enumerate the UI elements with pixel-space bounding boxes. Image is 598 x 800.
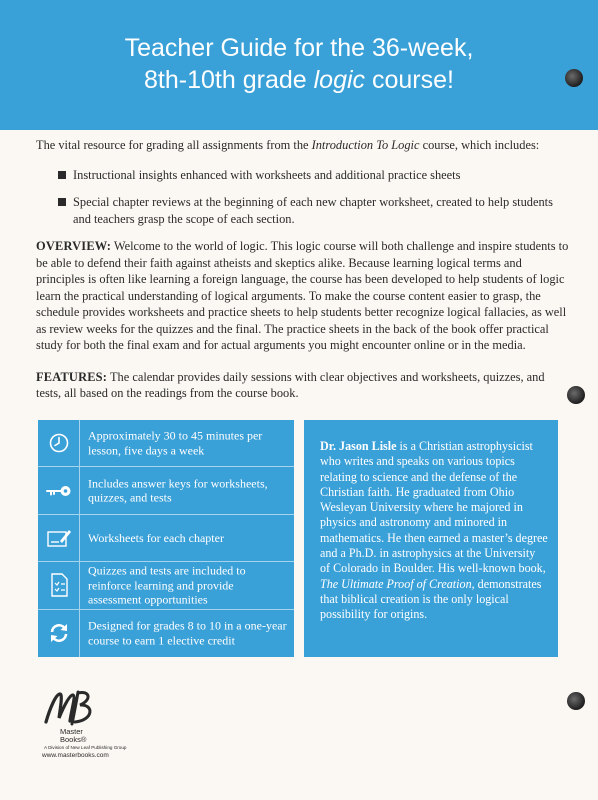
- feature-text: Quizzes and tests are included to reinforce learning and provide assessment opportunities: [88, 563, 246, 607]
- description-body: [36, 137, 572, 402]
- banner-title-line2: [0, 66, 598, 95]
- intro-text-start: The vital resource for grading all assignments from the: [36, 138, 312, 152]
- features-label: FEATURES:: [36, 369, 108, 384]
- features-paragraph: [36, 369, 572, 402]
- logo-wordmark-line2: Books®: [60, 735, 87, 744]
- author-bio-box: [304, 420, 558, 657]
- intro-course-title: Introduction To Logic: [311, 138, 420, 152]
- overview-paragraph: [36, 238, 572, 354]
- clock-icon: [38, 420, 80, 466]
- author-bio-text: is a Christian astrophysicist who writes and speaks on various topics relating to science and the defense of the Christian faith. He graduated from Ohio Wesleyan University where he majored in physics and astronomy and minored in mathematics. He then earned a master’s degree and a Ph.D. in astrophysics at the University of Colorado in Boulder. His well-known book,: [320, 439, 548, 576]
- binder-hole-icon: [567, 692, 585, 710]
- overview-text: Welcome to the world of logic. This logic course will both challenge and inspire students to be able to defend their faith against atheists and skeptics alike. Because learning logical terms and principles is often like learning a foreign language, the course has been developed to help students of logic learn the practical understanding of logical arguments. To make the course content easier to grasp, the schedule provides worksheets and practice sheets to help students better recognize logical fallacies, as well as review weeks for the quizzes and the final. The practice sheets in the back of the book offer practical study for both the final exam and for actual arguments you might encounter online or in the media.: [36, 239, 569, 352]
- bullet-list: [36, 167, 572, 228]
- title-banner: [0, 0, 598, 130]
- banner-title-line1: Teacher Guide for the 36-week,: [124, 34, 474, 62]
- logo-url: www.masterbooks.com: [42, 752, 109, 759]
- banner-title-line2-end: course!: [365, 66, 454, 94]
- author-book-title: The Ultimate Proof of Creation: [320, 576, 472, 591]
- feature-text: Includes answer keys for worksheets, quizzes, and tests: [88, 476, 268, 505]
- square-bullet-icon: [58, 198, 66, 206]
- cycle-arrows-icon: [38, 610, 80, 657]
- feature-row: [38, 562, 294, 609]
- overview-label: OVERVIEW:: [36, 239, 112, 253]
- key-icon: [38, 467, 80, 513]
- feature-text: Designed for grades 8 to 10 in a one-year course to earn 1 elective credit: [88, 618, 287, 648]
- feature-text: Approximately 30 to 45 minutes per lesson, five days a week: [88, 428, 263, 458]
- binder-hole-icon: [565, 69, 583, 87]
- logo-wordmark-line1: Master: [60, 727, 83, 736]
- author-name: Dr. Jason Lisle: [320, 439, 397, 453]
- feature-row: [38, 420, 294, 467]
- worksheet-pencil-icon: [38, 515, 80, 561]
- intro-paragraph: [36, 137, 572, 154]
- list-item: [58, 194, 572, 227]
- list-item: [58, 167, 572, 184]
- feature-list-box: [38, 420, 294, 657]
- mb-monogram-icon: [42, 688, 104, 728]
- author-bio: [320, 439, 548, 623]
- features-text: The calendar provides daily sessions with clear objectives and worksheets, quizzes, and tests, all based on the readings from the course book.: [36, 369, 545, 400]
- feature-text: Worksheets for each chapter: [88, 530, 224, 545]
- feature-row: [38, 467, 294, 514]
- logo-tagline: A Division of New Leaf Publishing Group: [44, 745, 127, 750]
- square-bullet-icon: [58, 171, 66, 179]
- master-books-logo: [42, 688, 132, 760]
- banner-title-emphasis: logic: [313, 66, 366, 94]
- list-item-text: Special chapter reviews at the beginning of each new chapter worksheet, created to help students and teachers grasp the scope of each section.: [73, 195, 553, 226]
- list-item-text: Instructional insights enhanced with worksheets and additional practice sheets: [73, 167, 461, 182]
- author-bio-text-end: , demonstrates that biblical creation is the only logical possibility for origins.: [320, 576, 542, 622]
- feature-row: [38, 610, 294, 657]
- feature-row: [38, 515, 294, 562]
- checklist-icon: [38, 562, 80, 608]
- banner-title-line2-start: 8th-10th grade: [144, 66, 314, 94]
- intro-text-end: course, which includes:: [419, 138, 540, 152]
